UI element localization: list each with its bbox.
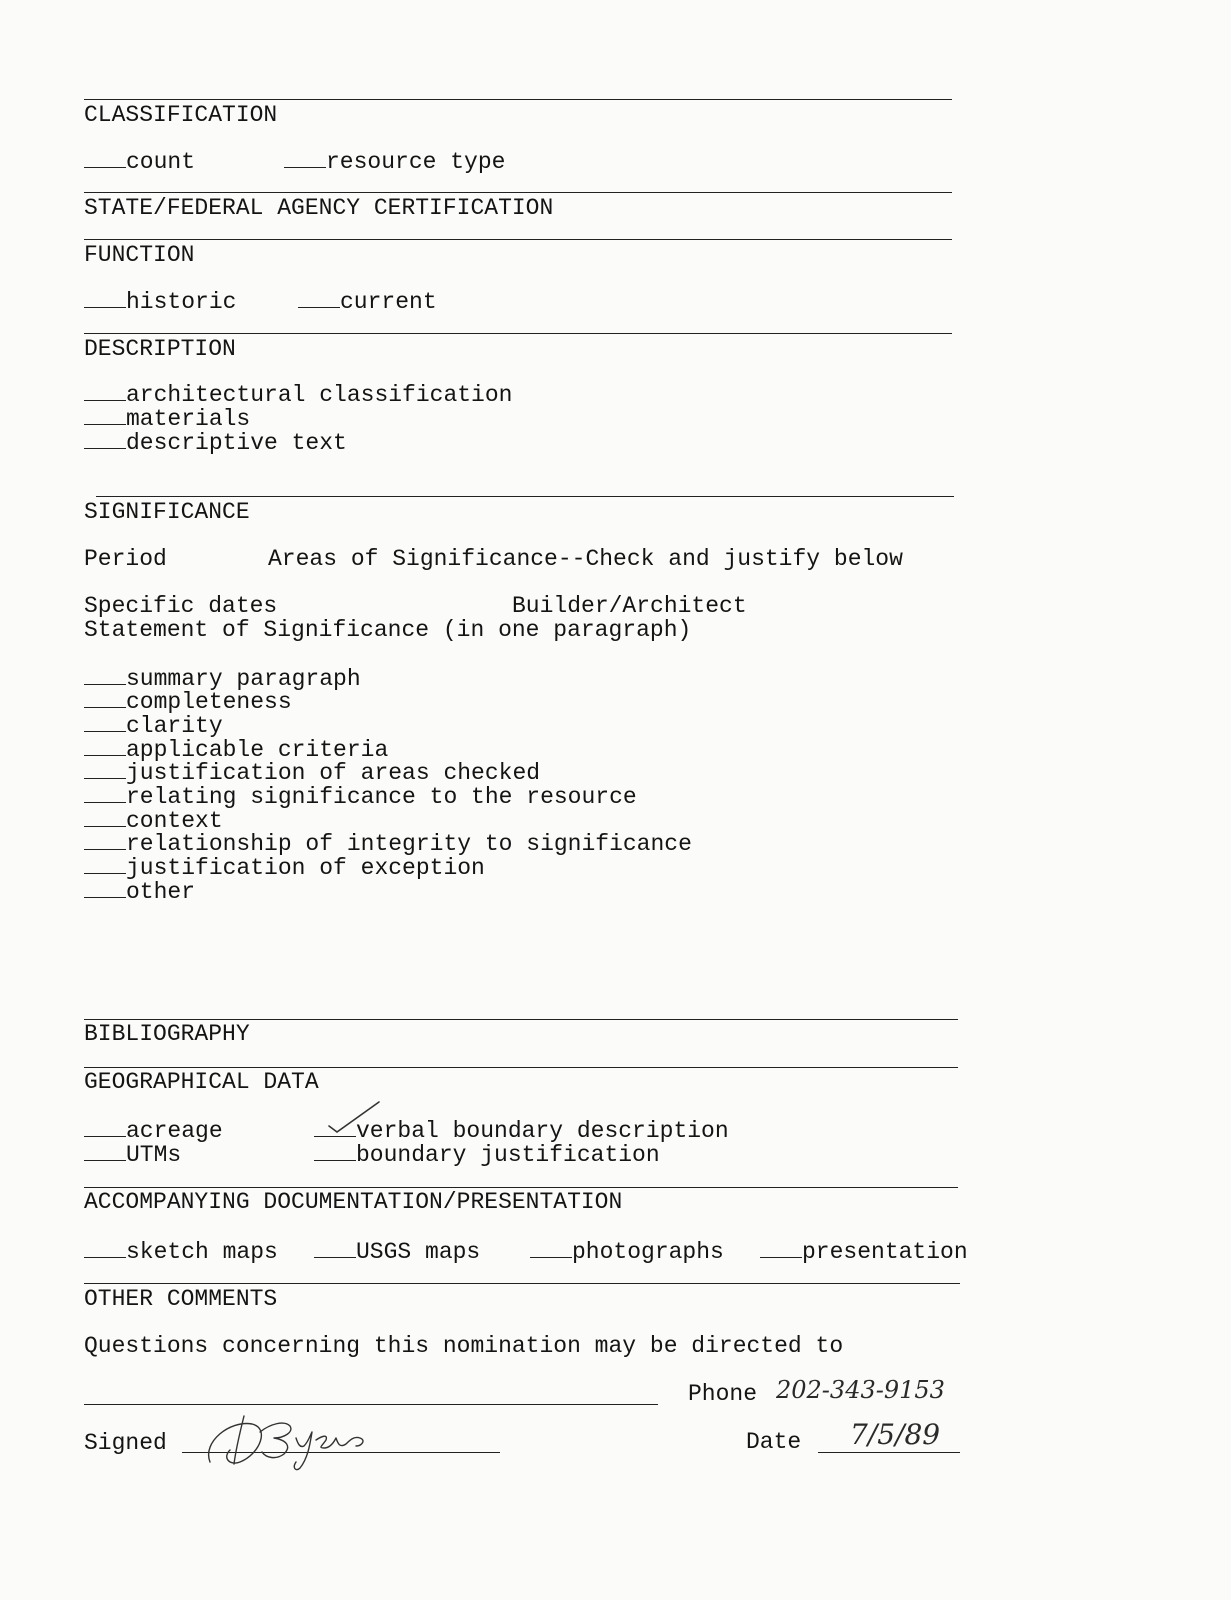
check-blank	[314, 1142, 356, 1161]
accompanying-heading: ACCOMPANYING DOCUMENTATION/PRESENTATION	[84, 1189, 623, 1215]
questions-line: Questions concerning this nomination may be directed to	[84, 1333, 844, 1359]
specific-dates-label: Specific dates	[84, 593, 278, 619]
section-rule	[84, 1283, 960, 1284]
checklist-item-relationship-integrity: relationship of integrity to significance	[84, 831, 692, 856]
checklist-item-other: other	[84, 879, 195, 904]
check-blank	[84, 289, 126, 308]
checklist-item-resource-type: resource type	[284, 149, 505, 174]
signature-icon	[200, 1402, 410, 1474]
bibliography-heading: BIBLIOGRAPHY	[84, 1021, 250, 1047]
checklist-item-count: count	[84, 149, 195, 174]
section-rule	[84, 99, 952, 100]
check-blank	[84, 1118, 126, 1137]
check-blank	[84, 149, 126, 168]
section-rule	[84, 1019, 958, 1020]
check-blank	[84, 879, 126, 898]
check-blank	[298, 289, 340, 308]
checklist-item-acreage: acreage	[84, 1118, 223, 1143]
significance-heading: SIGNIFICANCE	[84, 499, 250, 525]
section-rule	[84, 192, 952, 193]
checklist-item-usgs-maps: USGS maps	[314, 1239, 480, 1264]
state-federal-heading: STATE/FEDERAL AGENCY CERTIFICATION	[84, 195, 554, 221]
check-blank	[760, 1239, 802, 1258]
section-rule	[84, 1067, 958, 1068]
checkmark-icon	[325, 1100, 385, 1140]
date-label: Date	[746, 1429, 802, 1455]
checklist-item-completeness: completeness	[84, 689, 292, 714]
section-rule	[84, 1187, 958, 1188]
check-blank	[84, 406, 126, 425]
checklist-item-photographs: photographs	[530, 1239, 724, 1264]
check-blank	[84, 1142, 126, 1161]
checklist-item-materials: materials	[84, 406, 250, 431]
signature-text: D Byers	[200, 1402, 205, 1403]
check-blank	[84, 737, 126, 756]
checklist-item-current: current	[298, 289, 437, 314]
checklist-item-architectural-classification: architectural classification	[84, 382, 512, 407]
description-heading: DESCRIPTION	[84, 336, 236, 362]
check-blank	[84, 831, 126, 850]
check-blank	[84, 855, 126, 874]
check-blank	[314, 1239, 356, 1258]
check-blank	[84, 808, 126, 827]
section-rule	[84, 333, 952, 334]
checklist-item-justification-areas: justification of areas checked	[84, 760, 540, 785]
signed-label: Signed	[84, 1430, 167, 1456]
checklist-item-descriptive-text: descriptive text	[84, 430, 347, 455]
other-comments-heading: OTHER COMMENTS	[84, 1286, 278, 1312]
checklist-item-presentation: presentation	[760, 1239, 968, 1264]
check-blank	[84, 760, 126, 779]
check-blank	[84, 430, 126, 449]
function-heading: FUNCTION	[84, 242, 195, 268]
check-blank	[84, 1239, 126, 1258]
check-blank	[84, 713, 126, 732]
checklist-item-applicable-criteria: applicable criteria	[84, 737, 388, 762]
date-line	[818, 1452, 960, 1453]
section-rule	[84, 239, 952, 240]
checklist-item-justification-exception: justification of exception	[84, 855, 485, 880]
checklist-item-summary-paragraph: summary paragraph	[84, 666, 361, 691]
checklist-item-clarity: clarity	[84, 713, 223, 738]
date-value: 7/5/89	[850, 1418, 941, 1451]
statement-of-significance-label: Statement of Significance (in one paragraph)	[84, 617, 692, 643]
phone-label: Phone	[688, 1381, 758, 1407]
checklist-item-relating-significance: relating significance to the resource	[84, 784, 637, 809]
classification-heading: CLASSIFICATION	[84, 102, 278, 128]
check-blank	[84, 784, 126, 803]
areas-of-significance-label: Areas of Significance--Check and justify below	[268, 546, 903, 572]
checklist-item-utms: UTMs	[84, 1142, 181, 1167]
checklist-item-sketch-maps: sketch maps	[84, 1239, 278, 1264]
checklist-item-context: context	[84, 808, 223, 833]
builder-architect-label: Builder/Architect	[512, 593, 747, 619]
checklist-item-verbal-boundary: verbal boundary description	[314, 1118, 729, 1143]
check-blank	[84, 382, 126, 401]
phone-value: 202-343-9153	[776, 1376, 945, 1404]
checklist-item-boundary-justification: boundary justification	[314, 1142, 660, 1167]
section-rule	[96, 496, 954, 497]
check-blank	[84, 666, 126, 685]
check-blank	[530, 1239, 572, 1258]
checklist-item-historic: historic	[84, 289, 236, 314]
period-label: Period	[84, 546, 167, 572]
check-blank	[84, 689, 126, 708]
geographical-heading: GEOGRAPHICAL DATA	[84, 1069, 319, 1095]
check-blank	[284, 149, 326, 168]
